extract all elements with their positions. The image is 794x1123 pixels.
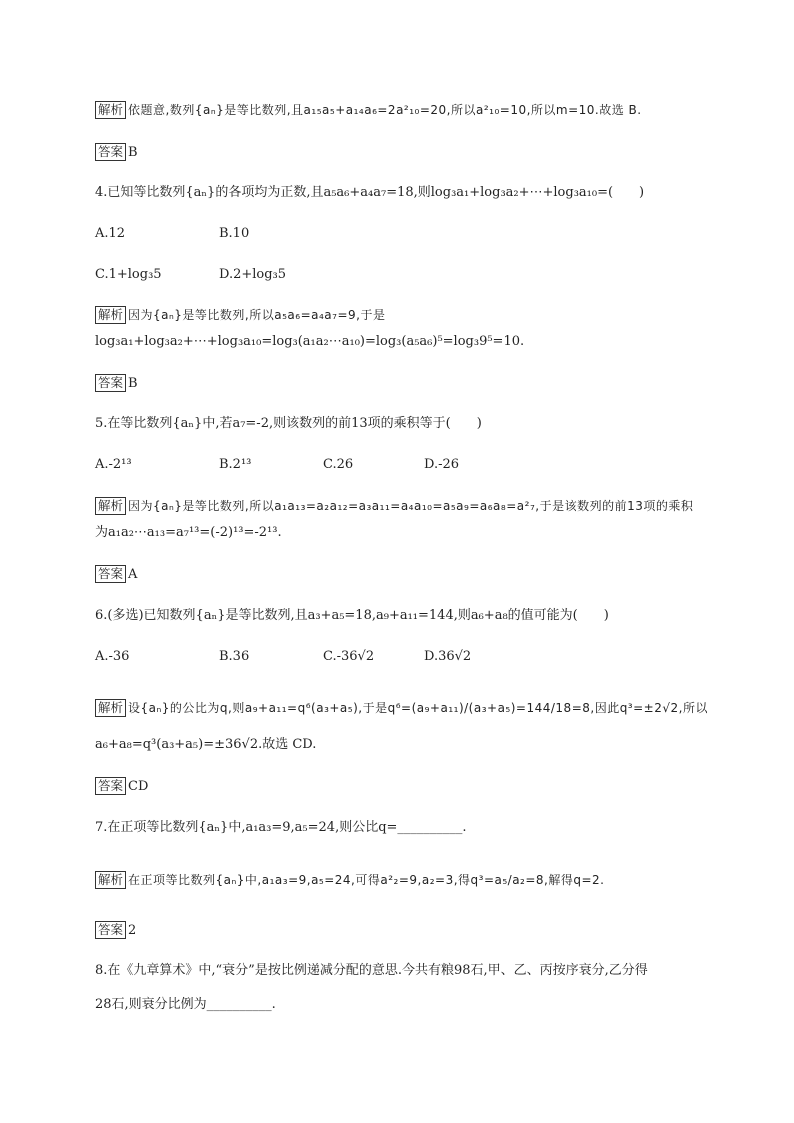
q6-option-c: C.-36√2 bbox=[323, 649, 375, 664]
q7-analysis bbox=[95, 871, 605, 890]
q5-answer bbox=[95, 565, 137, 584]
q6-option-b: B.36 bbox=[219, 649, 250, 664]
q3-answer bbox=[95, 143, 138, 162]
q5-option-d: D.-26 bbox=[424, 457, 460, 472]
q4-option-b: B.10 bbox=[219, 226, 250, 241]
answer-value: 2 bbox=[128, 923, 137, 938]
q4-answer bbox=[95, 374, 138, 393]
answer-value: B bbox=[128, 376, 138, 391]
analysis-label: 解析 bbox=[95, 101, 126, 119]
q8-stem-line2: 28石,则衰分比例为__________. bbox=[95, 997, 276, 1012]
analysis-label: 解析 bbox=[95, 497, 126, 515]
q5-option-a: A.-2¹³ bbox=[95, 457, 132, 472]
answer-label: 答案 bbox=[95, 565, 126, 583]
q4-options-row2 bbox=[95, 266, 286, 284]
analysis-text: 设{aₙ}的公比为q,则a₉+a₁₁=q⁶(a₃+a₅),于是q⁶=(a₉+a₁₁)/(a₃+a₅)=144/18=8,因此q³=±2√2,所以 bbox=[128, 701, 708, 715]
q6-answer bbox=[95, 777, 148, 796]
answer-label: 答案 bbox=[95, 777, 126, 795]
q6-option-d: D.36√2 bbox=[424, 649, 472, 664]
q6-option-a: A.-36 bbox=[95, 649, 130, 664]
answer-value: B bbox=[128, 145, 138, 160]
analysis-label: 解析 bbox=[95, 306, 126, 324]
q4-option-c: C.1+log₃5 bbox=[95, 267, 162, 282]
answer-value: A bbox=[128, 567, 138, 582]
answer-label: 答案 bbox=[95, 921, 126, 939]
q4-analysis bbox=[95, 306, 385, 325]
q6-stem: 6.(多选)已知数列{aₙ}是等比数列,且a₃+a₅=18,a₉+a₁₁=144,则a₆+a₈的值可能为( ) bbox=[95, 608, 609, 623]
q5-analysis bbox=[95, 497, 693, 516]
answer-label: 答案 bbox=[95, 374, 126, 392]
analysis-text: 在正项等比数列{aₙ}中,a₁a₃=9,a₅=24,可得a²₂=9,a₂=3,得q³=a₅/a₂=8,解得q=2. bbox=[128, 873, 605, 887]
q5-analysis-line2: 为a₁a₂⋯a₁₃=a₇¹³=(-2)¹³=-2¹³. bbox=[95, 525, 282, 540]
q5-option-b: B.2¹³ bbox=[219, 457, 252, 472]
q5-option-c: C.26 bbox=[323, 457, 354, 472]
q7-stem: 7.在正项等比数列{aₙ}中,a₁a₃=9,a₅=24,则公比q=__________. bbox=[95, 820, 467, 835]
analysis-text: 因为{aₙ}是等比数列,所以a₁a₁₃=a₂a₁₂=a₃a₁₁=a₄a₁₀=a₅a₉=a₆a₈=a²₇,于是该数列的前13项的乘积 bbox=[128, 499, 694, 513]
q4-stem: 4.已知等比数列{aₙ}的各项均为正数,且a₅a₆+a₄a₇=18,则log₃a₁+log₃a₂+⋯+log₃a₁₀=( ) bbox=[95, 185, 645, 200]
answer-value: CD bbox=[128, 779, 149, 794]
q4-option-a: A.12 bbox=[95, 226, 126, 241]
q7-answer bbox=[95, 921, 136, 940]
analysis-text: 因为{aₙ}是等比数列,所以a₅a₆=a₄a₇=9,于是 bbox=[128, 308, 386, 322]
q6-analysis bbox=[95, 699, 708, 718]
q5-stem: 5.在等比数列{aₙ}中,若a₇=-2,则该数列的前13项的乘积等于( ) bbox=[95, 416, 482, 431]
q5-options bbox=[95, 456, 459, 474]
answer-label: 答案 bbox=[95, 143, 126, 161]
q8-stem-line1: 8.在《九章算术》中,“衰分”是按比例递减分配的意思.今共有粮98石,甲、乙、丙按序衰分,乙分得 bbox=[95, 963, 648, 978]
q4-options-row1 bbox=[95, 225, 249, 243]
q6-analysis-line2: a₆+a₈=q³(a₃+a₅)=±36√2.故选 CD. bbox=[95, 737, 317, 752]
q4-option-d: D.2+log₃5 bbox=[219, 267, 287, 282]
analysis-label: 解析 bbox=[95, 699, 126, 717]
q4-analysis-line2: log₃a₁+log₃a₂+⋯+log₃a₁₀=log₃(a₁a₂⋯a₁₀)=log₃(a₅a₆)⁵=log₃9⁵=10. bbox=[95, 334, 525, 349]
q3-analysis bbox=[95, 101, 642, 120]
q6-options bbox=[95, 648, 471, 666]
analysis-text: 依题意,数列{aₙ}是等比数列,且a₁₅a₅+a₁₄a₆=2a²₁₀=20,所以a²₁₀=10,所以m=10.故选 B. bbox=[128, 103, 642, 117]
analysis-label: 解析 bbox=[95, 871, 126, 889]
